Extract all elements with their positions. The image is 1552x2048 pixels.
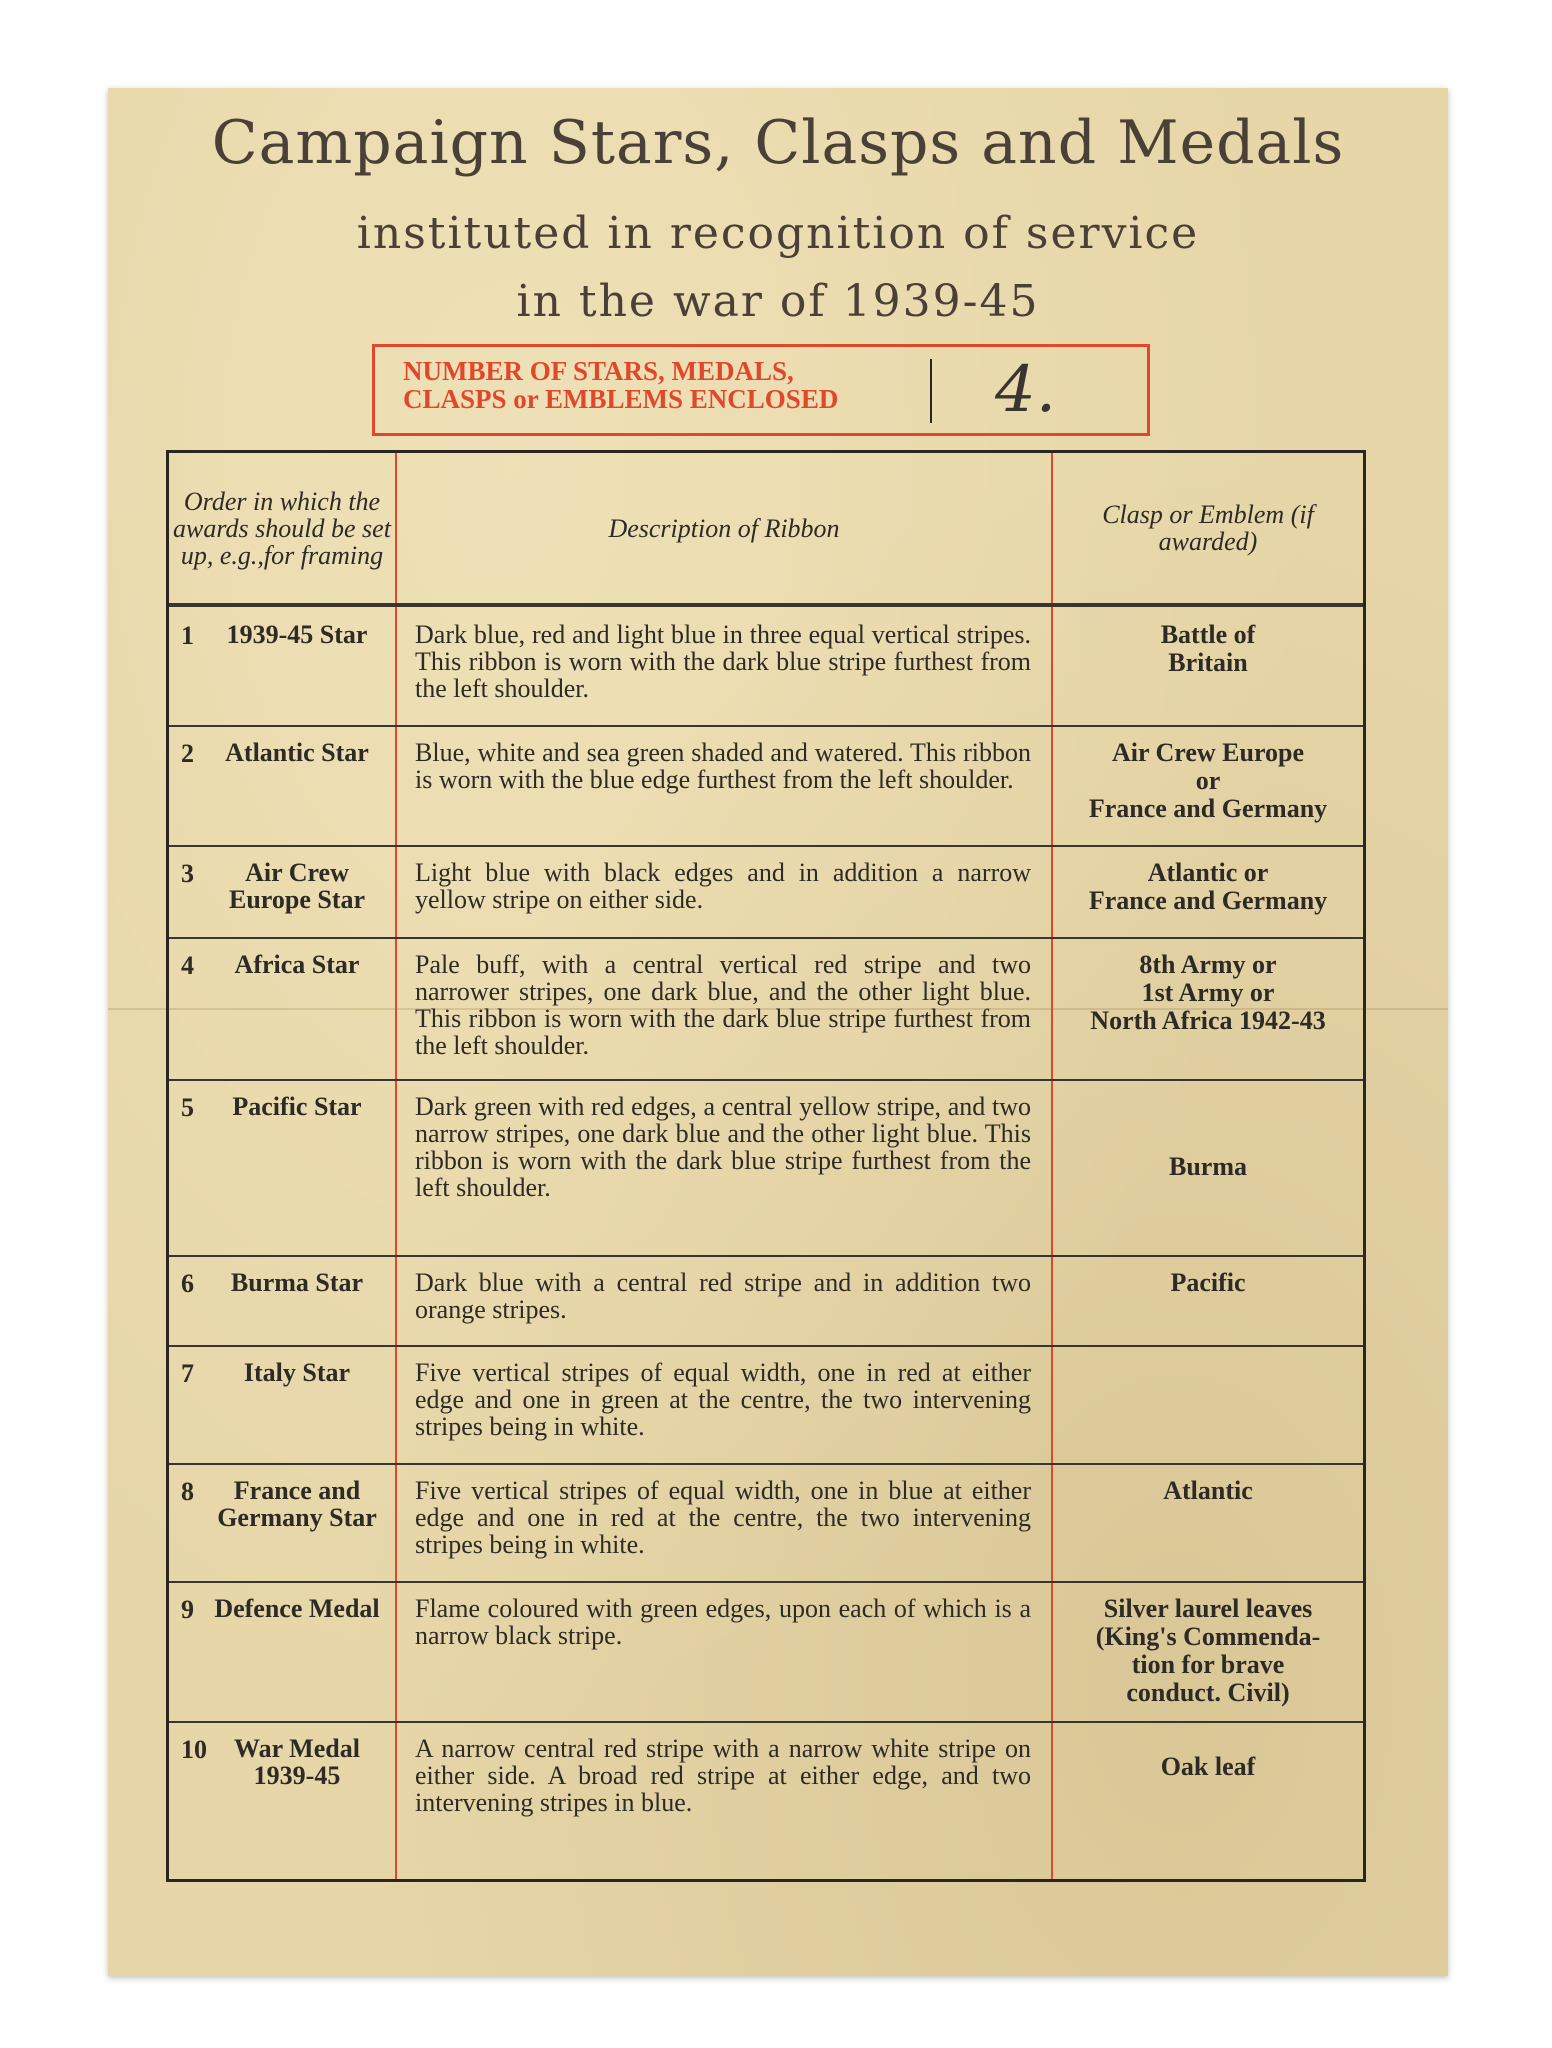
clasp-line: 8th Army or [1139, 950, 1277, 979]
row-number: 1 [181, 621, 194, 650]
box-divider [930, 359, 932, 423]
table-row [169, 1079, 1363, 1255]
enclosed-count-box [372, 344, 1150, 436]
table-row [169, 1345, 1363, 1463]
row-number: 3 [181, 859, 194, 888]
clasp-or-emblem [1053, 1261, 1363, 1297]
enclosed-label-line-2: CLASPS or EMBLEMS ENCLOSED [403, 384, 839, 414]
header-description: Description of Ribbon [608, 513, 840, 543]
clasp-line: (King's Commenda- [1095, 1622, 1321, 1651]
clasp-line: Burma [1169, 1152, 1247, 1181]
award-name: Atlantic Star [225, 738, 369, 767]
clasp-or-emblem [1053, 851, 1363, 915]
enclosed-count-value: 4. [995, 353, 1057, 427]
clasp-line: conduct. Civil) [1126, 1678, 1290, 1707]
table-row [169, 845, 1363, 937]
table-row [169, 937, 1363, 1079]
clasp-or-emblem [1053, 1587, 1363, 1707]
clasp-line: Atlantic [1163, 1476, 1253, 1505]
document-sheet [108, 88, 1448, 1976]
award-name: 1939-45 Star [226, 620, 368, 649]
row-number: 9 [181, 1595, 194, 1624]
award-name: Burma Star [230, 1268, 364, 1297]
ribbon-description: Flame coloured with green edges, upon each of which is a narrow black stripe. [415, 1594, 1031, 1650]
award-name: Pacific Star [232, 1092, 362, 1121]
ribbon-description: Five vertical stripes of equal width, one in red at either edge and one in green at the centre, the two intervening stripes being in white. [415, 1358, 1031, 1441]
award-name: Africa Star [234, 950, 360, 979]
clasp-line: tion for brave [1131, 1650, 1285, 1679]
clasp-line: Silver laurel leaves [1103, 1594, 1313, 1623]
row-number: 2 [181, 739, 194, 768]
clasp-line: Battle of [1160, 620, 1256, 649]
table-row [169, 1721, 1363, 1871]
clasp-line: North Africa 1942-43 [1090, 1006, 1326, 1035]
award-name: Defence Medal [214, 1594, 380, 1623]
award-name: France and Germany Star [217, 1476, 377, 1532]
row-number: 10 [181, 1735, 207, 1764]
ribbon-description: Dark blue, red and light blue in three equal vertical stripes. This ribbon is worn with the dark blue stripe furthest from the left shoulder. [415, 620, 1031, 703]
clasp-or-emblem [1053, 1085, 1363, 1249]
header-order: Order in which the awards should be set up, e.g.,for framing [173, 486, 391, 570]
ribbon-description: Light blue with black edges and in addition a narrow yellow stripe on either side. [415, 858, 1031, 914]
row-number: 8 [181, 1477, 194, 1506]
award-name: Air Crew Europe Star [228, 858, 366, 914]
table-row [169, 1255, 1363, 1345]
clasp-line: 1st Army or [1141, 978, 1275, 1007]
clasp-or-emblem [1053, 1469, 1363, 1505]
clasp-line: Oak leaf [1160, 1752, 1256, 1781]
award-name: War Medal 1939-45 [234, 1734, 360, 1790]
clasp-line: Pacific [1170, 1268, 1246, 1297]
clasp-line: Air Crew Europe [1111, 738, 1305, 767]
ribbon-description: Pale buff, with a central vertical red stripe and two narrower stripes, one dark blue, and the other light blue. This ribbon is worn with the dark blue stripe furthest from the left shoulder. [415, 950, 1031, 1060]
ribbon-description: Dark blue with a central red stripe and in addition two orange stripes. [415, 1268, 1031, 1324]
table-row [169, 1463, 1363, 1581]
table-row [169, 607, 1363, 725]
ribbon-description: A narrow central red stripe with a narrow white stripe on either side. A broad red stripe at either edge, and two intervening stripes in blue. [415, 1734, 1031, 1817]
row-number: 5 [181, 1093, 194, 1122]
enclosed-label-line-1: NUMBER OF STARS, MEDALS, [403, 356, 794, 386]
award-name: Italy Star [243, 1358, 351, 1387]
clasp-line: Atlantic or [1147, 858, 1269, 887]
row-number: 7 [181, 1359, 194, 1388]
table-row [169, 1581, 1363, 1721]
table-row [169, 725, 1363, 845]
clasp-line: Britain [1168, 648, 1248, 677]
clasp-line: France and Germany [1088, 886, 1328, 915]
row-number: 4 [181, 951, 194, 980]
clasp-or-emblem [1053, 613, 1363, 677]
ribbon-description: Blue, white and sea green shaded and watered. This ribbon is worn with the blue edge furthest from the left shoulder. [415, 738, 1031, 794]
clasp-line: France and Germany [1088, 794, 1328, 823]
clasp-or-emblem [1053, 731, 1363, 823]
clasp-or-emblem [1053, 943, 1363, 1035]
clasp-or-emblem [1053, 1351, 1363, 1359]
document-subtitle-2: in the war of 1939-45 [516, 276, 1040, 327]
ribbon-description: Dark green with red edges, a central yellow stripe, and two narrow stripes, one dark blue and the other light blue. This ribbon is worn with the dark blue stripe furthest from the left shoulder. [415, 1092, 1031, 1202]
document-title: Campaign Stars, Clasps and Medals [211, 108, 1345, 178]
clasp-line: or [1195, 766, 1221, 795]
enclosed-count-label [403, 357, 923, 413]
ribbon-description: Five vertical stripes of equal width, one in blue at either edge and one in red at the centre, the two intervening stripes being in white. [415, 1476, 1031, 1559]
header-clasp: Clasp or Emblem (if awarded) [1102, 500, 1314, 556]
document-subtitle-1: instituted in recognition of service [356, 208, 1200, 259]
row-number: 6 [181, 1269, 194, 1298]
clasp-or-emblem [1053, 1727, 1363, 1807]
awards-table [166, 450, 1366, 1882]
